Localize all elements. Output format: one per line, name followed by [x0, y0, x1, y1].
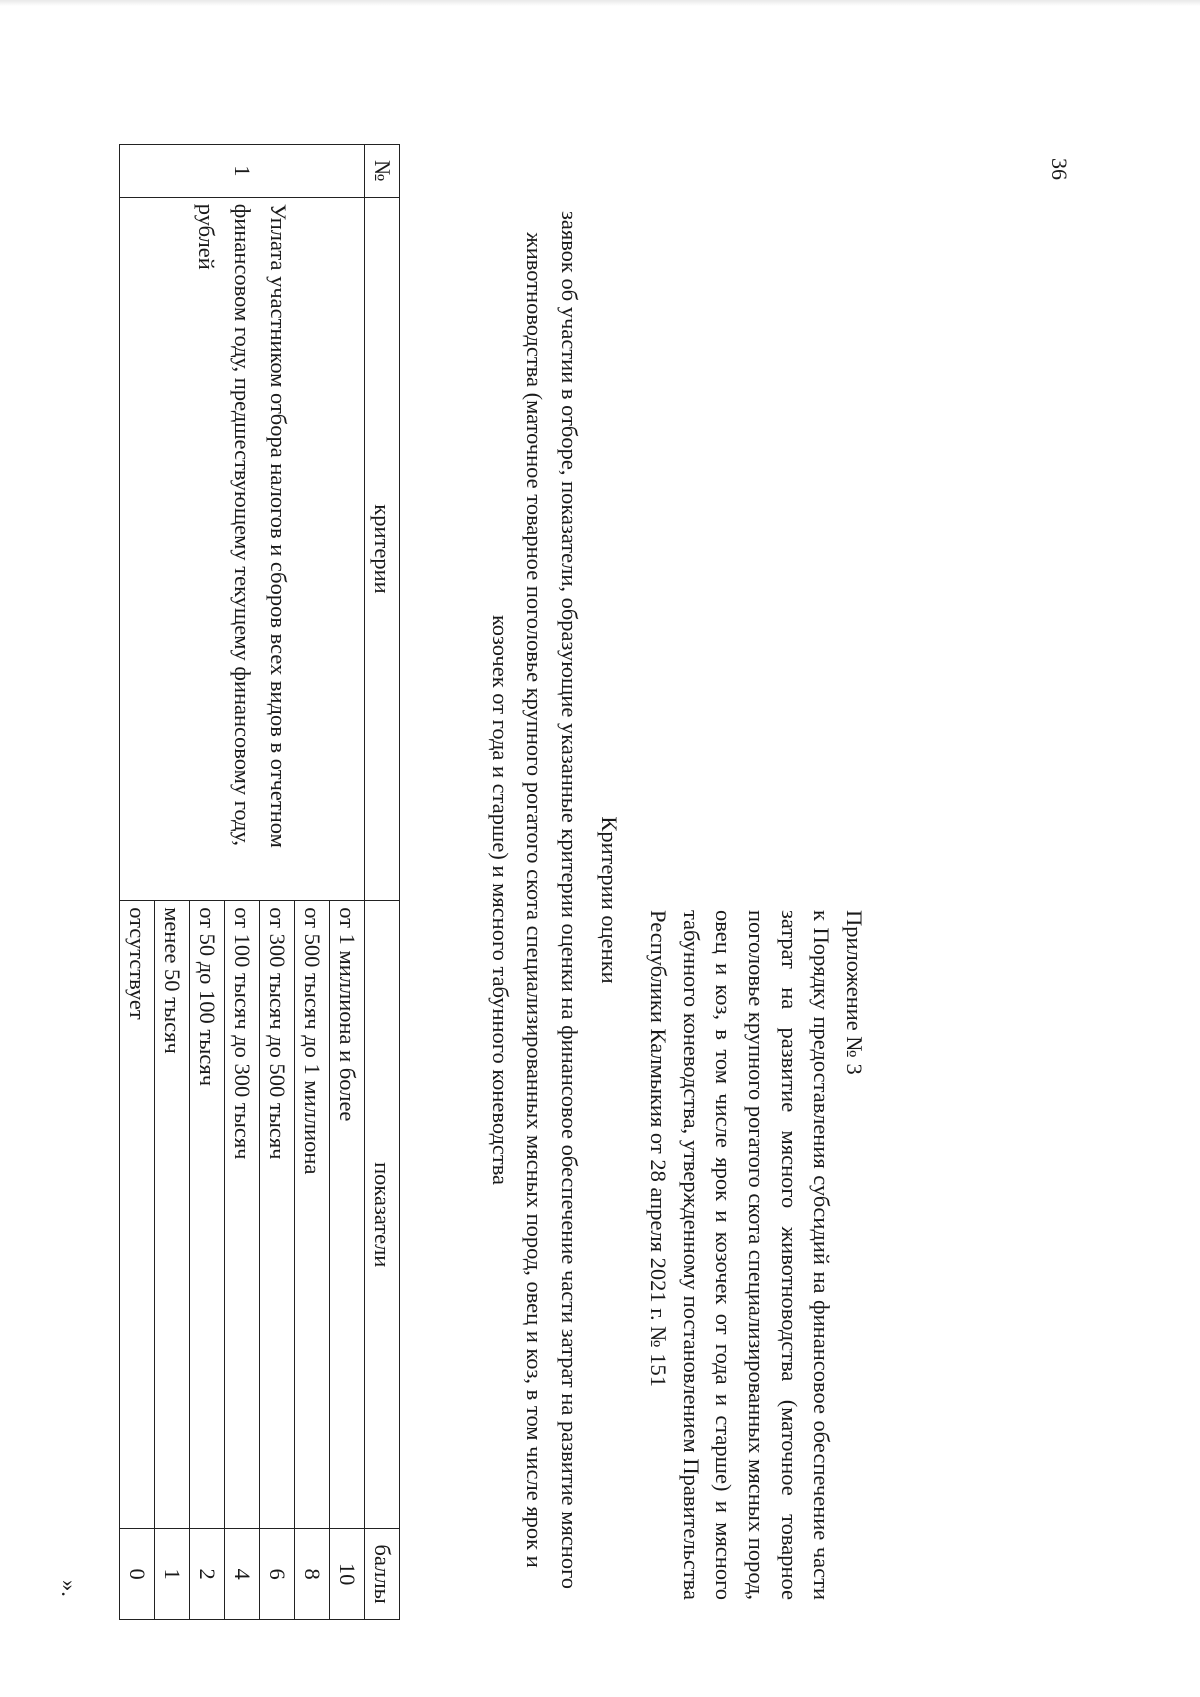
- points-cell: 4: [225, 1529, 260, 1620]
- document-page: [0, 120, 1040, 1650]
- appendix-text: к Порядку предоставления субсидий на финансовое обеспечение части затрат на развитие мясного животноводства (маточное товарное поголовье крупного рогатого скота специализированных мясных пород, овец и коз, в том числе ярок и козочек от года и старше) и мясного табунного коневодства, утвержденному постановлением Правительства Республики Калмыкия от 28 апреля 2021 г. № 151: [646, 910, 835, 1600]
- indicator-cell: от 300 тысяч до 500 тысяч: [260, 901, 295, 1529]
- points-cell: 2: [190, 1529, 225, 1620]
- table-header-row: [365, 145, 400, 1620]
- indicator-cell: от 1 миллиона и более: [330, 901, 365, 1529]
- scan-edge: [0, 0, 1200, 6]
- heading-title: Критерии оценки: [597, 816, 622, 984]
- header-points: баллы: [365, 1529, 400, 1620]
- indicator-cell: от 100 тысяч до 300 тысяч: [225, 901, 260, 1529]
- points-cell: 10: [330, 1529, 365, 1620]
- header-indicators: показатели: [365, 901, 400, 1529]
- table-row: [330, 145, 365, 1620]
- criteria-table: [119, 144, 400, 1620]
- points-cell: 1: [155, 1529, 190, 1620]
- page-number: 36: [1047, 158, 1072, 180]
- row-number: 1: [120, 145, 365, 198]
- appendix-block: [642, 910, 870, 1600]
- indicator-cell: от 500 тысяч до 1 миллиона: [295, 901, 330, 1529]
- indicator-cell: отсутствует: [120, 901, 155, 1529]
- points-cell: 6: [260, 1529, 295, 1620]
- indicator-cell: от 50 до 100 тысяч: [190, 901, 225, 1529]
- criterion-text: Уплата участником отбора налогов и сборов всех видов в отчетном финансовом году, предшествующему текущему финансовому году, рублей: [120, 197, 365, 900]
- header-num: №: [365, 145, 400, 198]
- appendix-title: Приложение № 3: [842, 910, 867, 1075]
- indicator-cell: менее 50 тысяч: [155, 901, 190, 1529]
- points-cell: 8: [295, 1529, 330, 1620]
- document-heading: [482, 200, 625, 1600]
- closing-quote-mark: ».: [57, 1580, 82, 1597]
- heading-text: заявок об участии в отборе, показатели, образующие указанные критерии оценки на финансовое обеспечение части затрат на развитие мясного животноводства (маточное товарное поголовье крупного рогатого скота специализированных мясных пород, овец и коз, в том числе ярок и козочек от года и старше) и мясного табунного коневодства: [487, 210, 583, 1590]
- header-criteria: критерии: [365, 197, 400, 900]
- points-cell: 0: [120, 1529, 155, 1620]
